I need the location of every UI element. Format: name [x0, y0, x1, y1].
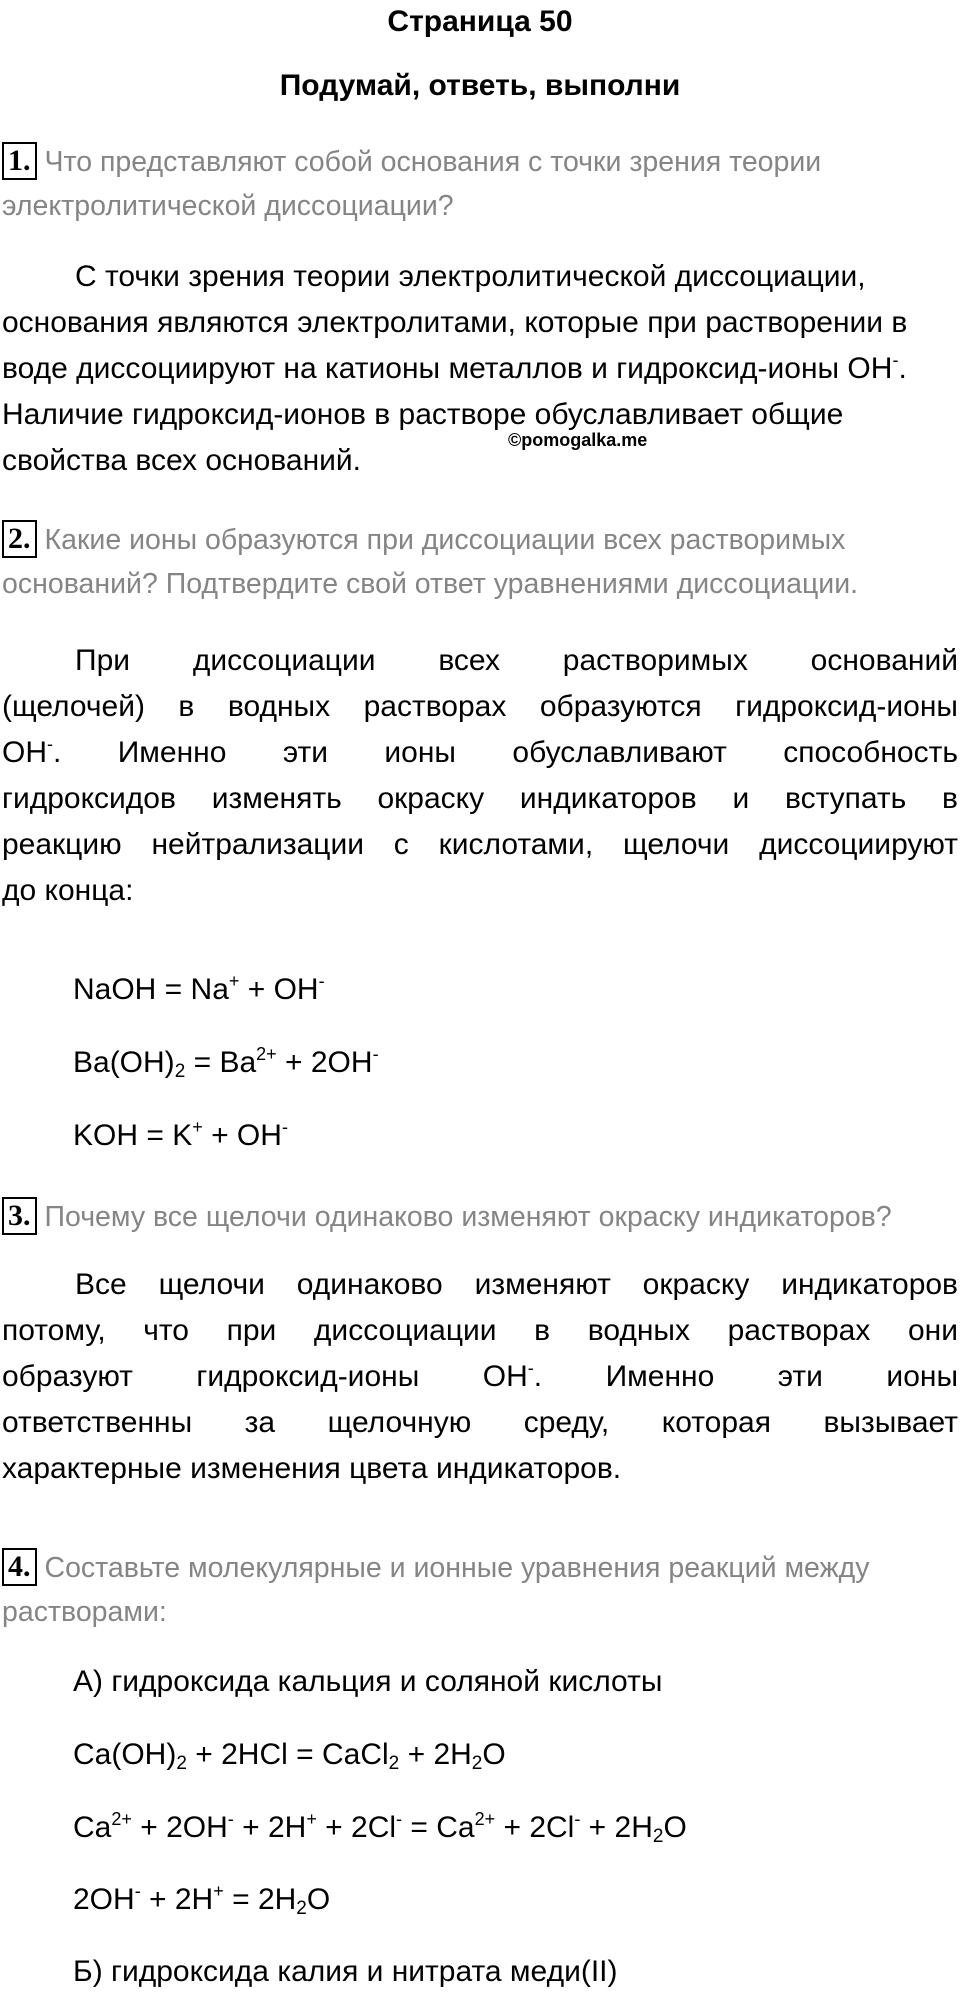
answer-3-line-1: Все щелочи одинаково изменяют окраску индикаторов — [75, 1268, 958, 1301]
answer-2-line-1: При диссоциации всех растворимых оснований — [75, 644, 958, 677]
answer-3-line-2: потому, что при диссоциации в водных растворах они — [2, 1314, 958, 1347]
answer-2-oh-sup: - — [47, 734, 53, 754]
section-title: Подумай, ответь, выполни — [279, 69, 681, 102]
answer-3-line-3 — [2, 1354, 958, 1400]
answer-2-line-3 — [2, 730, 958, 776]
question-4 — [2, 1546, 958, 1634]
equation-caoh2-hcl: $Ca(OH)_2 + 2HCl$ = CaCl$_2$ + $2H_2O$ — [73, 1738, 506, 1774]
answer-2-line-4: гидроксидов изменять окраску индикаторов и вступать в — [2, 782, 958, 815]
question-number-1: 1. — [2, 142, 37, 180]
part-a-title: А) гидроксида кальция и соляной кислоты — [73, 1665, 663, 1698]
answer-2 — [2, 638, 958, 914]
equation-koh: KOH = K+ + OH- — [73, 1117, 288, 1152]
equation-naoh: NaOH = Na+ + OH- — [73, 971, 325, 1006]
page-title: Страница 50 — [387, 5, 573, 38]
answer-3-line-3-b: . Именно эти ионы — [533, 1360, 959, 1393]
equation-ionic-full: $Ca^{2+} + 2OH^- + 2H^+ + 2Cl^- = Ca^{2+} + 2Cl^- + 2H_2O$ — [73, 1809, 687, 1847]
answer-3-line-3-a: образуют гидроксид-ионы OH — [2, 1360, 528, 1393]
equation-ionic-short: $2OH^- + 2H^+ = 2H_2O$ — [73, 1881, 331, 1919]
answer-2-line-6: до конца: — [2, 874, 134, 907]
question-2 — [2, 518, 958, 606]
equation-baoh2: $Ba(OH)_2 = Ba^{2+} + 2OH^-$ — [73, 1044, 379, 1082]
answer-2-oh: OH — [2, 736, 47, 769]
question-3 — [2, 1195, 958, 1239]
answer-3-line-5: характерные изменения цвета индикаторов. — [2, 1452, 622, 1485]
question-3-text: Почему все щелочи одинаково изменяют окраску индикаторов? — [44, 1201, 892, 1233]
answer-1-sup: - — [892, 350, 899, 370]
question-number-4: 4. — [2, 1548, 37, 1586]
question-2-text: Какие ионы образуются при диссоциации всех растворимых оснований? Подтвердите свой ответ уравнениями диссоциации. — [2, 524, 859, 600]
answer-3 — [2, 1262, 958, 1492]
question-number-2: 2. — [2, 520, 37, 558]
answer-1-text-a: С точки зрения теории электролитической диссоциации, основания являются электролитами, которые при растворении в воде диссоциируют на катионы металлов и гидроксид-ионы OH — [2, 260, 908, 385]
watermark: ©pomogalka.me — [508, 430, 648, 450]
answer-2-line-2: (щелочей) в водных растворах образуются гидроксид-ионы — [2, 690, 958, 723]
answer-2-line-3-rest: . Именно эти ионы обуславливают способность — [53, 736, 958, 769]
answer-3-sup: - — [527, 1358, 534, 1378]
answer-1-text-b: . Наличие гидроксид-ионов в растворе обуславливает общие свойства всех оснований. — [2, 352, 907, 477]
question-1-text: Что представляют собой основания с точки зрения теории электролитической диссоциации? — [2, 146, 822, 222]
answer-2-line-5: реакцию нейтрализации с кислотами, щелочи диссоциируют — [2, 828, 958, 861]
answer-3-line-4: ответственны за щелочную среду, которая вызывает — [2, 1406, 958, 1439]
part-b-title: Б) гидроксида калия и нитрата меди(II) — [73, 1955, 618, 1988]
question-number-3: 3. — [2, 1197, 37, 1235]
answer-1 — [2, 254, 958, 484]
question-1 — [2, 140, 958, 228]
question-4-text: Составьте молекулярные и ионные уравнения реакций между растворами: — [2, 1552, 870, 1628]
